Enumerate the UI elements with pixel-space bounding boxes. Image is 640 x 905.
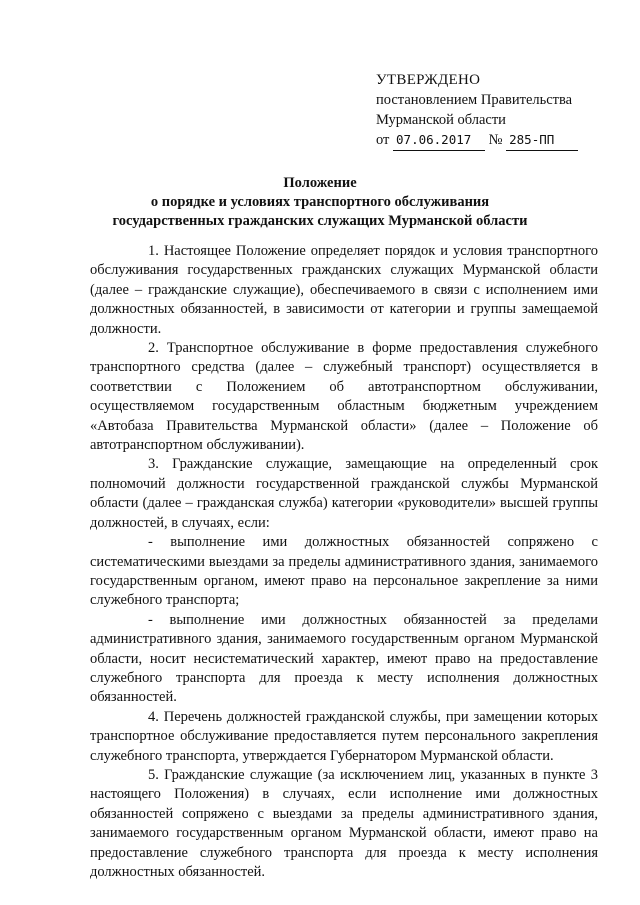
- approval-stamp: [376, 70, 578, 151]
- approval-line-1: постановлением Правительства: [376, 92, 573, 108]
- title-line-2: о порядке и условиях транспортного обслуживания: [150, 194, 490, 210]
- paragraph-1: 1. Настоящее Положение определяет порядок и условия транспортного обслуживания государственных гражданских служащих Мурманской области (далее – гражданские служащие), обеспечиваемого в связи с исполнением ими должностных обязанностей, в зависимости от категории и группы замещаемой должности.: [90, 243, 598, 337]
- paragraph-5: 5. Гражданские служащие (за исключением лиц, указанных в пункте 3 настоящего Положения) в случаях, если исполнение ими должностных обязанностей сопряжено с выездами за пределы административного здания, занимаемого государственным органом Мурманской области, имеют право на предоставление служебного транспорта для проезда к месту исполнения должностных обязанностей.: [90, 766, 598, 880]
- approval-date-line: [376, 130, 578, 151]
- title-line-1: Положение: [283, 175, 357, 191]
- document-title: [0, 174, 640, 231]
- document-body: [90, 242, 598, 882]
- approval-date: 07.06.2017: [393, 130, 485, 151]
- approval-heading: УТВЕРЖДЕНО: [376, 72, 481, 88]
- approval-line-2: Мурманской области: [376, 112, 506, 128]
- paragraph-4: 4. Перечень должностей гражданской службы, при замещении которых транспортное обслуживание предоставляется путем персонального закрепления служебного транспорта, утверждается Губернатором Мурманской области.: [90, 708, 598, 764]
- paragraph-3-bullet-2: - выполнение ими должностных обязанностей за пределами административного здания, занимаемого государственным органом Мурманской области, носит несистематический характер, имеют право на предоставление служебного транспорта для проезда к месту исполнения должностных обязанностей.: [90, 611, 598, 706]
- approval-number: 285-ПП: [506, 130, 578, 151]
- number-label: №: [488, 132, 503, 148]
- paragraph-2: 2. Транспортное обслуживание в форме предоставления служебного транспортного средства (далее – служебный транспорт) осуществляется в соответствии с Положением об автотранспортном обслуживании, осуществляемом государственным областным бюджетным учреждением «Автобаза Правительства Мурманской области» (далее – Положение об автотранспортном обслуживании).: [90, 340, 598, 454]
- title-line-3: государственных гражданских служащих Мурманской области: [112, 213, 528, 229]
- from-label: от: [376, 132, 390, 148]
- paragraph-3: 3. Гражданские служащие, замещающие на определенный срок полномочий должности государственной гражданской службы Мурманской области (далее – гражданская служба) категории «руководители» высшей группы должностей, в случаях, если:: [90, 456, 598, 531]
- paragraph-3-bullet-1: - выполнение ими должностных обязанностей сопряжено с систематическими выездами за пределы административного здания, занимаемого государственным органом, имеют право на персональное закрепление за ними служебного транспорта;: [90, 534, 598, 609]
